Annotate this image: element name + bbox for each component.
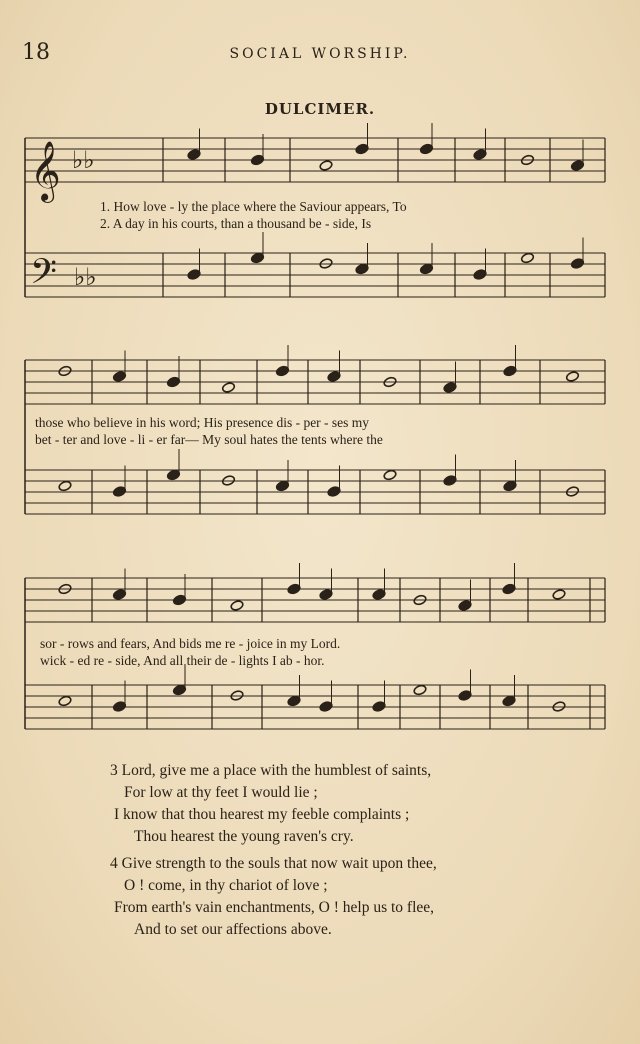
system-1-bass-note	[187, 269, 201, 281]
system-1-treble-note	[319, 160, 333, 172]
system-1-treble-note	[570, 160, 584, 172]
lyric-system1-line2: 2. A day in his courts, than a thousand be - side, Is	[100, 216, 372, 231]
system-3-bass-note	[172, 684, 186, 696]
system-1-treble-note	[250, 154, 264, 166]
stanza-line: I know that thou hearest my feeble complaints ;	[114, 806, 410, 823]
key-signature-icon: ♭♭	[74, 263, 97, 291]
tune-title: DULCIMER.	[264, 100, 376, 118]
system-3-bass-note	[287, 695, 301, 707]
system-2-bass-note	[166, 469, 180, 481]
stanza-line: 4 Give strength to the souls that now wait upon thee,	[110, 855, 437, 872]
system-2-treble-note	[275, 365, 289, 377]
key-signature-icon: ♭♭	[72, 146, 95, 174]
system-3-bass-note	[372, 701, 386, 713]
system-2-bass-note	[327, 486, 341, 498]
system-1-bass-note	[570, 258, 584, 270]
treble-clef-icon: 𝄞	[30, 141, 61, 201]
system-3-bass-note	[319, 701, 333, 713]
system-1-bass-note	[419, 263, 433, 275]
system-1-treble-note	[187, 149, 201, 161]
system-3-treble-note	[458, 600, 472, 612]
system-2-treble-note	[112, 371, 126, 383]
system-3-treble-note	[230, 600, 244, 612]
page-number: 18	[22, 40, 50, 65]
stanza-3	[110, 760, 431, 848]
system-3-bass-note	[502, 695, 516, 707]
system-3-treble-note	[319, 589, 333, 601]
system-2-treble-note	[221, 382, 235, 394]
lyric-system2-line1: those who believe in his word; His presence dis - per - ses my	[35, 415, 370, 430]
system-1-bass-note	[473, 269, 487, 281]
system-2-bass-note	[275, 480, 289, 492]
stanza-line: From earth's vain enchantments, O ! help us to flee,	[114, 899, 435, 916]
system-1-treble-note	[419, 143, 433, 155]
system-1-treble-note	[473, 149, 487, 161]
system-1-treble-note	[355, 143, 369, 155]
running-title: SOCIAL WORSHIP.	[229, 46, 411, 62]
system-3-treble-note	[112, 589, 126, 601]
stanza-line: Thou hearest the young raven's cry.	[134, 828, 354, 845]
bass-clef-icon: 𝄢	[30, 251, 58, 300]
system-2-bass-note	[58, 480, 72, 492]
system-2-treble-note	[443, 382, 457, 394]
system-3-treble-note	[552, 589, 566, 601]
lyric-system3-line2: wick - ed re - side, And all their de - lights I ab - hor.	[40, 653, 325, 668]
system-1-bass-note	[250, 252, 264, 264]
system-3-treble-note	[172, 594, 186, 606]
system-2-treble-note	[166, 376, 180, 388]
system-3-treble-note	[372, 589, 386, 601]
lyric-system1-line1: 1. How love - ly the place where the Saviour appears, To	[100, 199, 407, 214]
stanza-line: For low at thy feet I would lie ;	[124, 784, 318, 801]
lyric-system3-line1: sor - rows and fears, And bids me re - joice in my Lord.	[40, 636, 341, 651]
lyric-system2-line2: bet - ter and love - li - er far— My soul hates the tents where the	[35, 432, 383, 447]
system-2-bass-note	[503, 480, 517, 492]
stanza-line: O ! come, in thy chariot of love ;	[124, 877, 328, 894]
system-2-treble-note	[565, 371, 579, 383]
system-1-bass-note	[520, 252, 534, 264]
system-2-treble-note	[503, 365, 517, 377]
system-1-bass-note	[355, 263, 369, 275]
system-3-treble-note	[287, 583, 301, 595]
system-2-bass-note	[443, 475, 457, 487]
system-2-treble-note	[327, 371, 341, 383]
system-3-treble-note	[502, 583, 516, 595]
stanza-line: 3 Lord, give me a place with the humblest of saints,	[110, 762, 432, 779]
system-3-bass-note	[58, 695, 72, 707]
stanza-4	[110, 853, 437, 941]
system-3-bass-note	[112, 701, 126, 713]
system-3-bass-note	[458, 690, 472, 702]
system-2-bass-note	[112, 486, 126, 498]
system-3-bass-note	[413, 684, 427, 696]
system-2-bass-note	[383, 469, 397, 481]
stanza-line: And to set our affections above.	[134, 921, 332, 938]
